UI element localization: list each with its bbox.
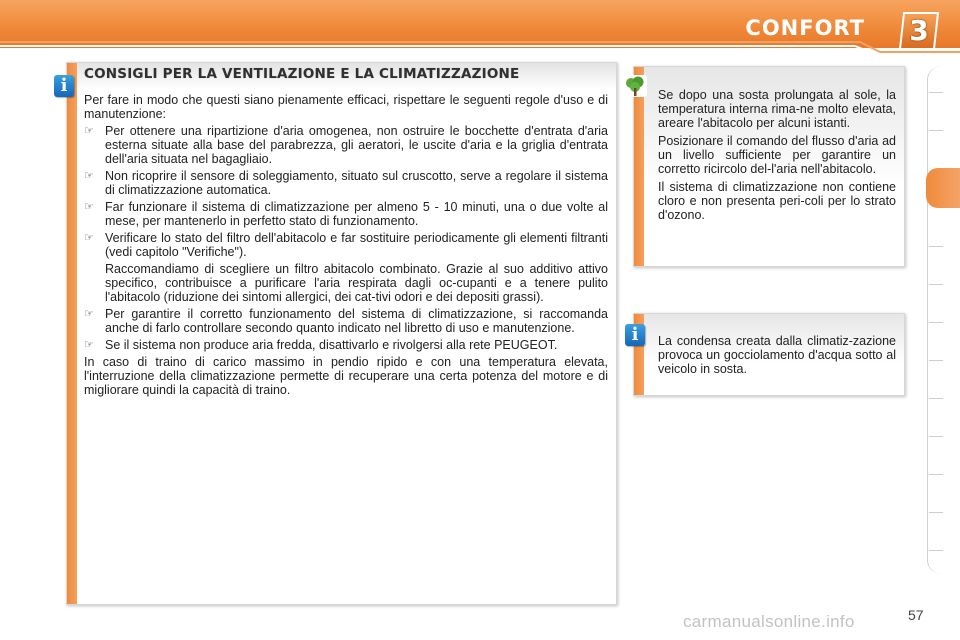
filter-note: Raccomandiamo di scegliere un filtro abitacolo combinato. Grazie al suo additivo attivo specifico, contribuisce a purificare l'aria respirata dagli oc-cupanti e a tenere pulito l'abitacolo (riduzione dei sintomi allergici, dei cat-tivi odori e dei depositi grassi). [105,262,608,304]
pointing-hand-icon: ☞ [84,339,94,351]
ventilation-tips-body [84,93,608,400]
list-item [84,307,608,335]
panel-title: CONSIGLI PER LA VENTILAZIONE E LA CLIMATIZZAZIONE [84,66,520,82]
panel-accent-stripe [67,63,77,604]
pointing-hand-icon: ☞ [84,308,94,320]
list-item-text: Far funzionare il sistema di climatizzazione per almeno 5 - 10 minuti, una o due volte al mese, per mantenerlo in perfetto stato di funzionamento. [105,200,608,228]
chapter-tab[interactable] [929,360,943,361]
chapter-tab[interactable] [929,130,943,131]
chapter-tab[interactable] [929,398,943,399]
header-swoosh [0,40,960,54]
closing-paragraph: In caso di traino di carico massimo in pendio ripido e con una temperatura elevata, l'interruzione della climatizzazione permette di recuperare una certa potenza del motore e di migliorare quindi la capacità di traino. [84,355,608,397]
info-icon: i [54,75,74,97]
list-item-text: Per ottenere una ripartizione d'aria omogenea, non ostruire le bocchette d'entrata d'aria esterna situate alla base del parabrezza, gli aeratori, le uscite d'aria e la griglia d'entrata dell'aria situata nel bagagliaio. [105,124,608,166]
eco-paragraph: Posizionare il comando del flusso d'aria ad un livello sufficiente per garantire un corretto ricircolo del-l'aria nell'abitacolo. [658,134,896,176]
list-item [84,231,608,259]
info-icon: i [625,324,645,346]
list-item [84,200,608,228]
chapter-number: 3 [909,14,929,47]
list-item-text: Verificare lo stato del filtro dell'abitacolo e far sostituire periodicamente gli elementi filtranti (vedi capitolo "Verifiche"). [105,231,608,259]
pointing-hand-icon: ☞ [84,232,94,244]
chapter-tab[interactable] [929,92,943,93]
chapter-tab[interactable] [929,246,943,247]
condensation-info-text: La condensa creata dalla climatiz-zazione provoca un gocciolamento d'acqua sotto al veicolo in sosta. [658,334,896,376]
chapter-tab[interactable] [929,550,943,551]
list-item-text: Se il sistema non produce aria fredda, disattivarlo e rivolgersi alla rete PEUGEOT. [105,338,558,352]
eco-paragraph: Se dopo una sosta prolungata al sole, la temperatura interna rima-ne molto elevata, areare l'abitacolo per alcuni istanti. [658,88,896,130]
pointing-hand-icon: ☞ [84,125,94,137]
eco-tips-text [658,88,896,226]
chapter-tab[interactable] [929,436,943,437]
eco-tree-icon [623,75,647,97]
list-item [84,169,608,197]
eco-paragraph: Il sistema di climatizzazione non contiene cloro e non presenta peri-coli per lo strato d'ozono. [658,180,896,222]
chapter-tab[interactable] [929,512,943,513]
chapter-tab-strip [927,66,950,574]
chapter-tab[interactable] [929,284,943,285]
chapter-tab[interactable] [929,322,943,323]
pointing-hand-icon: ☞ [84,170,94,182]
chapter-tab[interactable] [929,474,943,475]
chapter-tab-active[interactable] [926,168,960,208]
intro-paragraph: Per fare in modo che questi siano pienamente efficaci, rispettare le seguenti regole d'uso e di manutenzione: [84,93,608,121]
page-number: 57 [908,607,924,623]
list-item [84,338,608,352]
list-item-text: Per garantire il corretto funzionamento del sistema di climatizzazione, si raccomanda anche di farlo controllare secondo quanto indicato nel libretto di uso e manutenzione. [105,307,608,335]
list-item [84,124,608,166]
list-item-text: Non ricoprire il sensore di soleggiamento, situato sul cruscotto, serve a regolare il sistema di climatizzazione automatica. [105,169,608,197]
watermark: carmanualsonline.info [683,612,855,631]
section-title: CONFORT [745,16,865,40]
pointing-hand-icon: ☞ [84,201,94,213]
